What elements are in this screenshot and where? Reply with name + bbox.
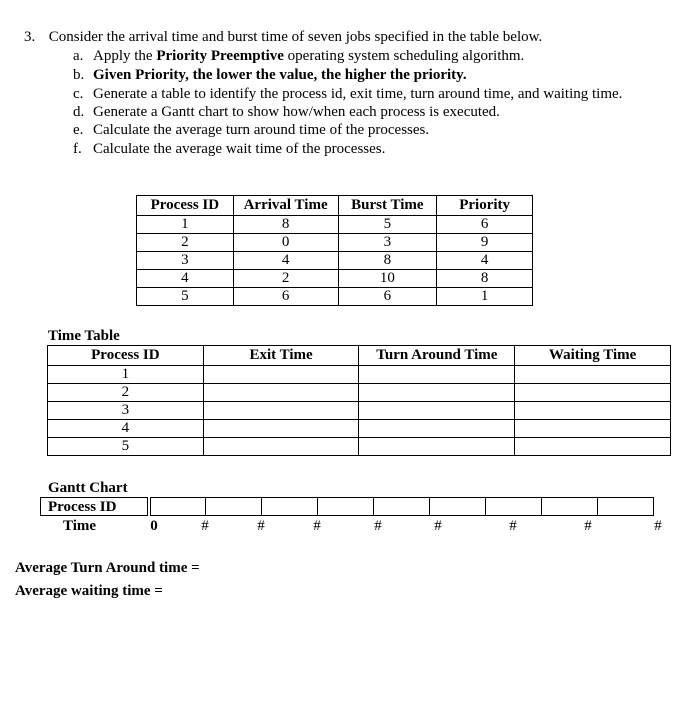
time-table-header-row [48,346,671,366]
question-item-label: e. [73,122,84,138]
table-cell: 2 [137,234,234,252]
time-table-process-id: 4 [48,420,204,438]
table-cell: 6 [233,288,338,306]
time-table-blank-cell [515,402,671,420]
table-row [137,216,533,234]
question-item-text: Calculate the average wait time of the processes. [93,141,386,157]
header-process-id: Process ID [48,346,204,366]
time-table [47,345,671,456]
table-cell: 6 [338,288,437,306]
process-data-table [136,195,533,306]
table-cell: 4 [137,270,234,288]
question-number: 3. [24,29,36,45]
gantt-time-mark: # [654,518,662,534]
question-item [73,47,524,65]
time-table-title: Time Table [48,328,120,344]
question-intro [24,28,542,46]
table-cell: 6 [437,216,533,234]
table-cell: 8 [233,216,338,234]
table-cell: 0 [233,234,338,252]
gantt-cell [262,497,318,516]
question-item-label: f. [73,141,82,157]
table-row [48,384,671,402]
time-table-blank-cell [203,384,359,402]
question-item [73,103,500,121]
table-cell: 1 [437,288,533,306]
question-item-bold-text: Given Priority, the lower the value, the higher the priority. [93,67,467,83]
average-waiting-label: Average waiting time = [15,583,163,599]
question-item [73,66,467,84]
gantt-time-mark: # [374,518,382,534]
gantt-time-mark: # [201,518,209,534]
time-table-blank-cell [359,402,515,420]
time-table-process-id: 3 [48,402,204,420]
header-waiting-time: Waiting Time [515,346,671,366]
table-row [137,288,533,306]
gantt-cell [598,497,654,516]
table-cell: 8 [437,270,533,288]
gantt-process-cells [150,497,654,517]
time-table-blank-cell [515,420,671,438]
time-table-blank-cell [203,402,359,420]
gantt-time-mark: 0 [150,518,158,534]
time-table-blank-cell [359,420,515,438]
gantt-time-mark: # [434,518,442,534]
header-turn-around-time: Turn Around Time [359,346,515,366]
gantt-cell [542,497,598,516]
question-item [73,85,622,103]
table-row [48,402,671,420]
table-cell: 2 [233,270,338,288]
table-row [137,234,533,252]
table-row [137,252,533,270]
gantt-chart-title: Gantt Chart [48,480,128,496]
table-row [48,438,671,456]
gantt-cell [318,497,374,516]
question-item-text: Generate a Gantt chart to show how/when each process is executed. [93,104,500,120]
time-table-blank-cell [359,384,515,402]
table-row [137,270,533,288]
time-table-process-id: 1 [48,366,204,384]
table-cell: 1 [137,216,234,234]
time-table-blank-cell [203,420,359,438]
time-table-process-id: 5 [48,438,204,456]
gantt-cell [430,497,486,516]
table-cell: 3 [338,234,437,252]
table-cell: 3 [137,252,234,270]
question-item-text: Generate a table to identify the process id, exit time, turn around time, and waiting time. [93,86,623,102]
time-table-blank-cell [203,366,359,384]
table-cell: 5 [137,288,234,306]
header-process-id: Process ID [137,196,234,216]
gantt-cell [486,497,542,516]
question-item [73,121,429,139]
question-item-label: a. [73,48,84,64]
time-table-process-id: 2 [48,384,204,402]
question-item-label: c. [73,86,84,102]
header-exit-time: Exit Time [203,346,359,366]
header-burst-time: Burst Time [338,196,437,216]
gantt-time-mark: # [257,518,265,534]
question-item-label: d. [73,104,85,120]
average-turnaround-label: Average Turn Around time = [15,560,200,576]
question-item-text: Apply the [93,48,157,64]
question-item-text-end: operating system scheduling algorithm. [283,48,525,64]
table-cell: 4 [437,252,533,270]
table-cell: 4 [233,252,338,270]
gantt-time-label: Time [63,518,97,534]
question-item-label: b. [73,67,85,83]
question-item-text: Calculate the average turn around time of the processes. [93,122,430,138]
time-table-blank-cell [203,438,359,456]
time-table-blank-cell [359,438,515,456]
gantt-time-mark: # [313,518,321,534]
table-row [48,366,671,384]
table-cell: 8 [338,252,437,270]
question-item-bold-text: Priority Preemptive [156,48,284,64]
gantt-process-id-label: Process ID [40,497,148,516]
time-table-blank-cell [515,366,671,384]
table-cell: 5 [338,216,437,234]
gantt-time-mark: # [584,518,592,534]
gantt-cell [150,497,206,516]
time-table-blank-cell [515,384,671,402]
gantt-time-mark: # [509,518,517,534]
time-table-blank-cell [515,438,671,456]
header-priority: Priority [437,196,533,216]
table-cell: 9 [437,234,533,252]
header-arrival-time: Arrival Time [233,196,338,216]
table-row [48,420,671,438]
gantt-cell [206,497,262,516]
time-table-blank-cell [359,366,515,384]
gantt-cell [374,497,430,516]
data-table-header-row [137,196,533,216]
question-item [73,140,385,158]
table-cell: 10 [338,270,437,288]
question-intro-text: Consider the arrival time and burst time of seven jobs specified in the table below. [48,29,543,45]
